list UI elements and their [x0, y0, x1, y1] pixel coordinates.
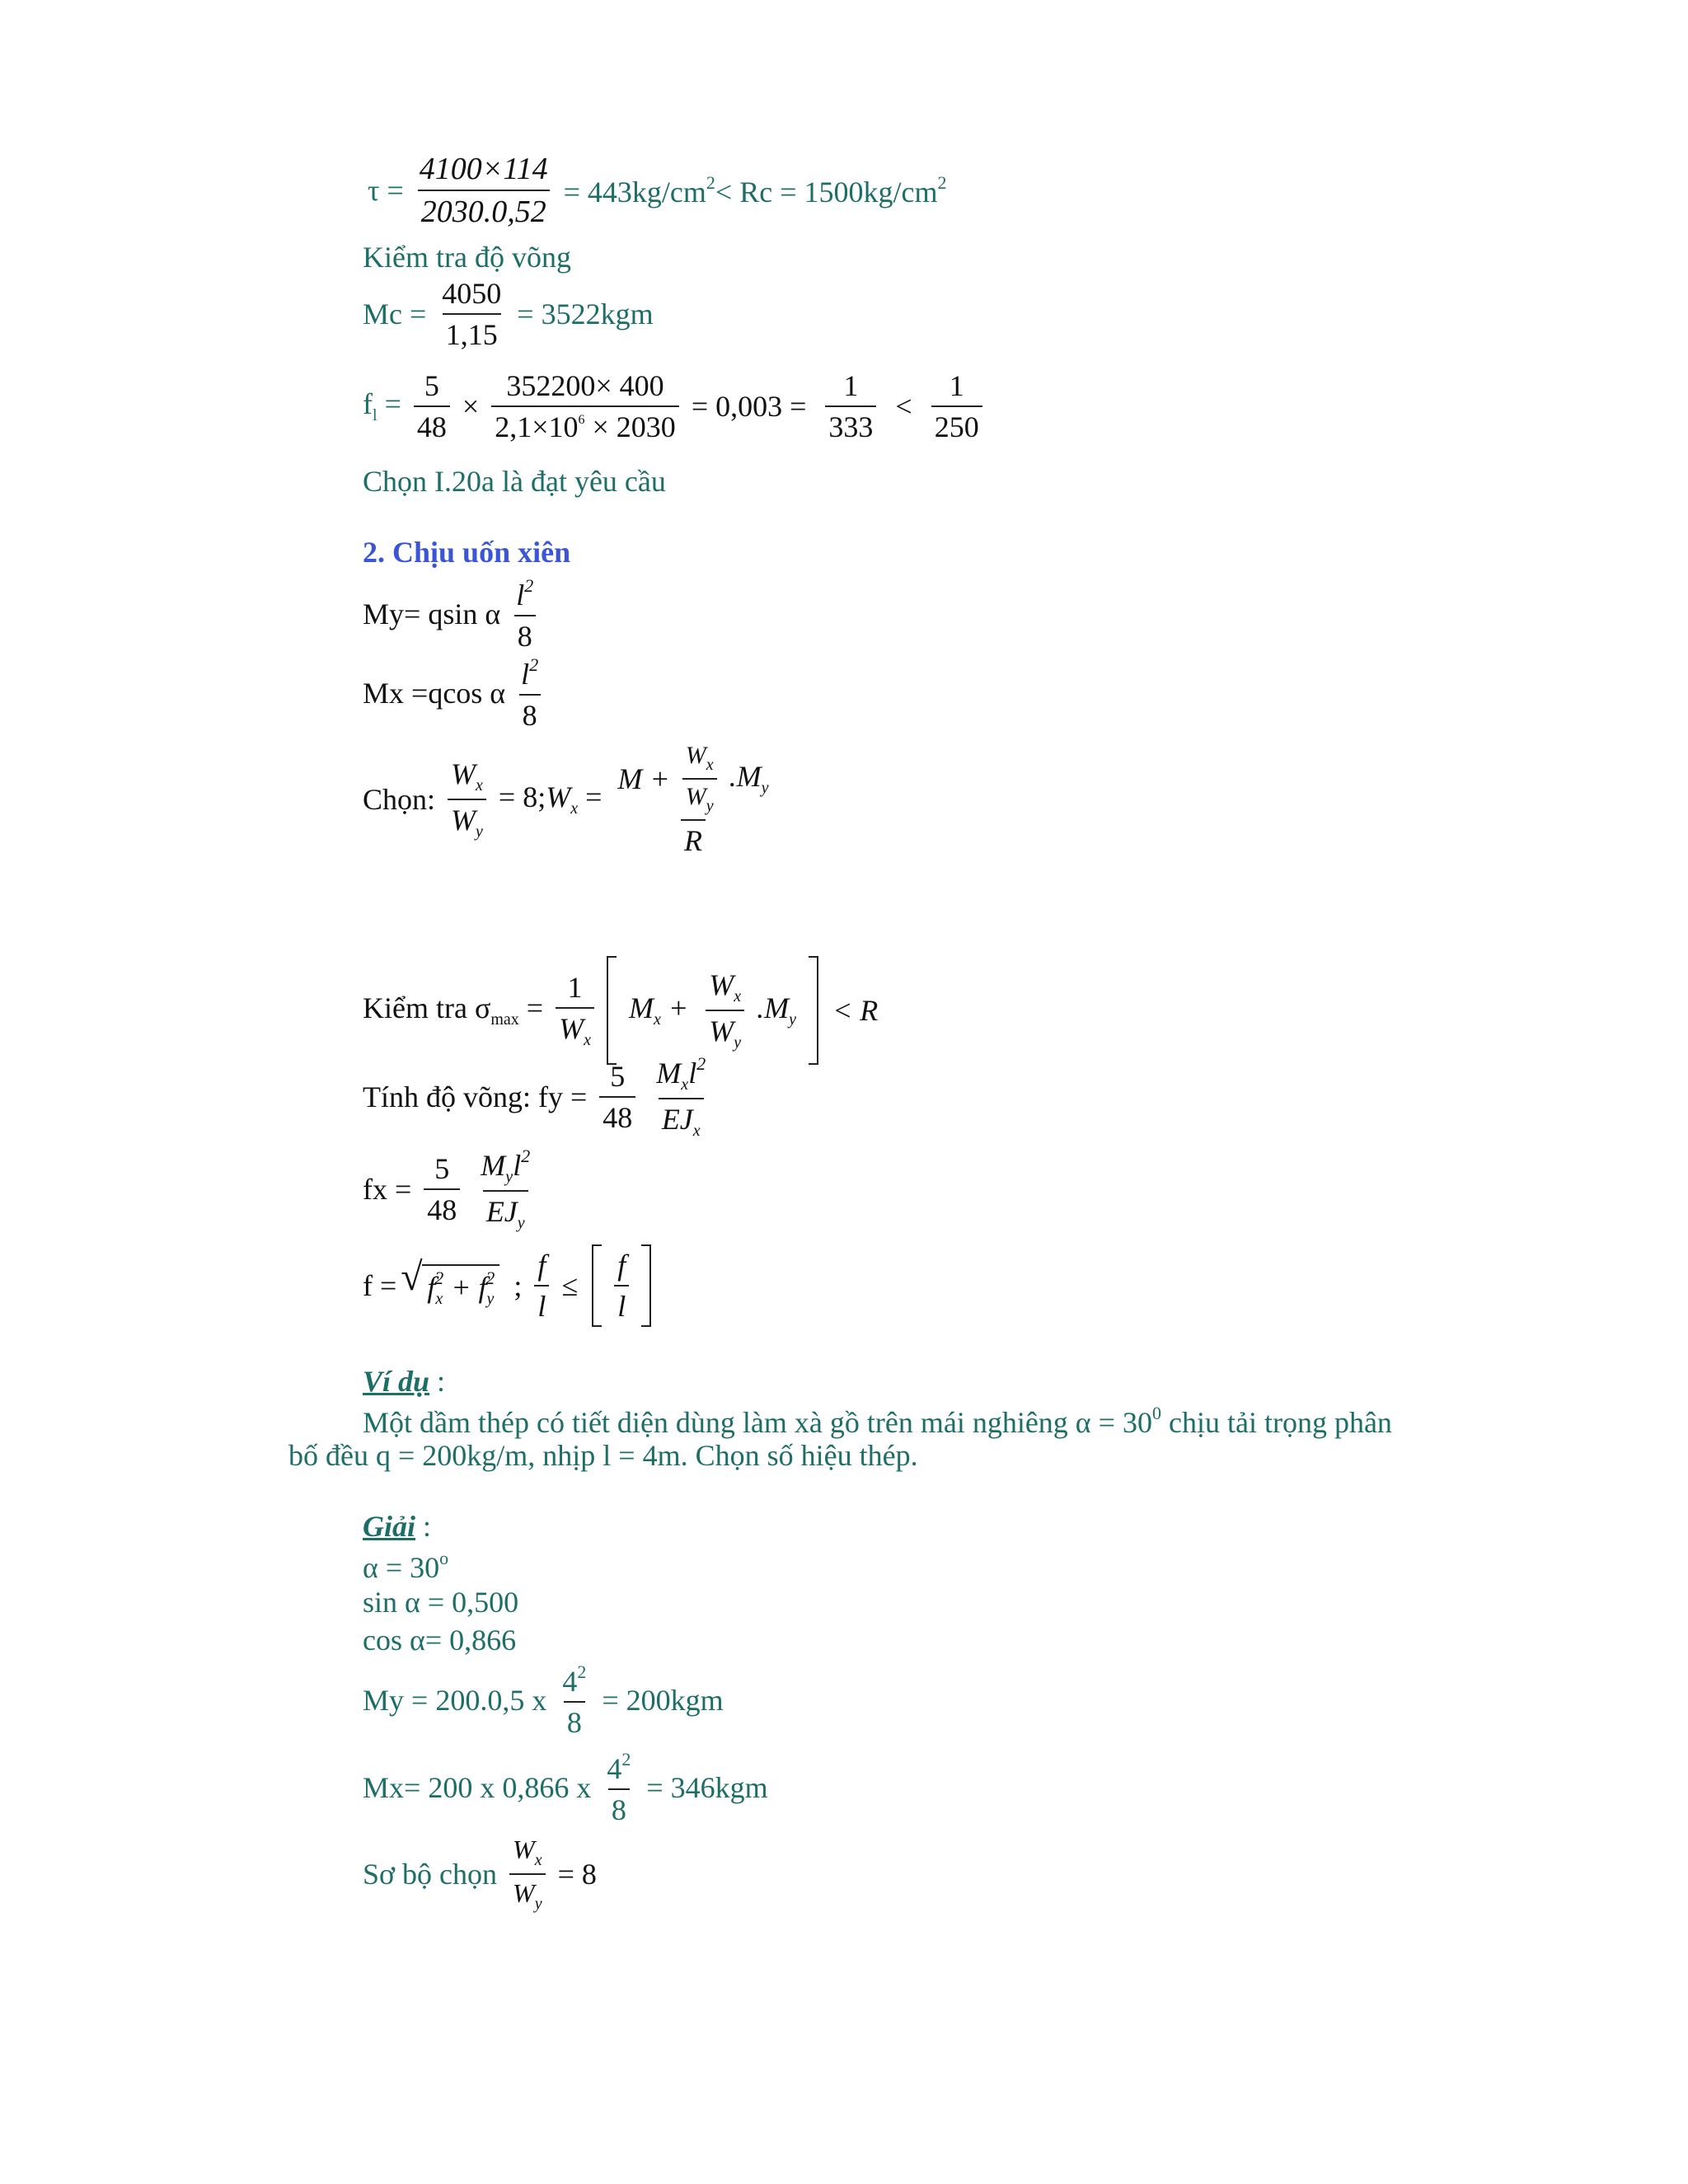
mc-fraction: $\frac{4050}{1,15}$	[442, 277, 502, 351]
choose-i20a-text: Chọn I.20a là đạt yêu cầu	[363, 465, 666, 498]
cos-alpha-value: cos α= 0,866	[363, 1624, 517, 1657]
tau-result: = $443kg/cm^2< Rc = 1500kg/cm^2$	[563, 172, 947, 209]
mx-example-equation: Mx= 200 x 0,866 x $\frac{4^2}{8}$ = 346kgm	[363, 1749, 768, 1826]
solution-heading: Giải :	[363, 1510, 432, 1543]
f1-equation: $f_l$ = $\frac{5}{48}$ × $\frac{352200\times 400}{2,1\times 10^6 \times 2030}$ = 0,003 = $\frac{1}{333}$ < $\frac{1}{250}$	[363, 371, 994, 442]
mc-equation	[363, 279, 654, 349]
mc-lhs: Mc =	[363, 298, 427, 330]
example-heading: Ví dụ :	[363, 1365, 446, 1398]
sobo-chon-equation: Sơ bộ chọn $\frac{W_x}{W_y}$ = 8	[363, 1835, 597, 1913]
tau-lhs: τ =	[368, 174, 404, 207]
tau-equation	[368, 153, 946, 227]
sqrt-expression: √ $f_x^2 + f_y^2$	[422, 1264, 499, 1307]
alpha-value: $\alpha = 30^o$	[363, 1548, 449, 1584]
tau-numerator: 4100×114	[419, 152, 548, 186]
my-example-equation: My = 200.0,5 x $\frac{4^2}{8}$ = 200kgm	[363, 1661, 724, 1739]
section-2-heading: 2. Chịu uốn xiên	[363, 536, 571, 569]
f1-lhs: $f_l$ =	[363, 387, 401, 424]
mc-result: = 3522kgm	[517, 298, 654, 330]
fy-equation: Tính độ võng: fy = $\frac{5}{48}$ $\frac{M_xl^2}{EJ_x}$	[363, 1053, 706, 1140]
check-deflection-heading: Kiểm tra độ võng	[363, 241, 571, 274]
sin-alpha-value: sin α = 0,500	[363, 1586, 519, 1619]
example-text-line-2: bố đều q = 200kg/m, nhịp l = 4m. Chọn số hiệu thép.	[288, 1439, 918, 1472]
tau-denominator: 2030.0,52	[418, 190, 550, 227]
sigma-max-check: Kiểm tra $\sigma_{max}$ = $\frac{1}{W_x}$ $M_x$ + $\frac{W_x}{W_y}$ $.M_y < R$	[363, 956, 878, 1065]
my-equation: My= qsin α $\frac{l^2}{8}$	[363, 577, 542, 651]
f-resultant-equation: f = √ $f_x^2 + f_y^2$ ; $\frac{f}{l}$ ≤ $\frac{f}{l}$	[363, 1244, 651, 1327]
tau-fraction	[416, 153, 551, 227]
chon-equation: Chọn: $\frac{W_x}{W_y}$ = $8;W_x$ = M + $\frac{W_x}{W_y}$ $.M_y$ R	[363, 742, 769, 857]
fx-equation: fx = $\frac{5}{48}$ $\frac{M_yl^2}{EJ_y}$	[363, 1146, 531, 1232]
example-text-line-1: Một dầm thép có tiết diện dùng làm xà gồ trên mái nghiêng $\alpha = 30^0$ chịu tải trọng phân	[363, 1403, 1392, 1439]
mx-equation: Mx =qcos α $\frac{l^2}{8}$	[363, 656, 546, 730]
